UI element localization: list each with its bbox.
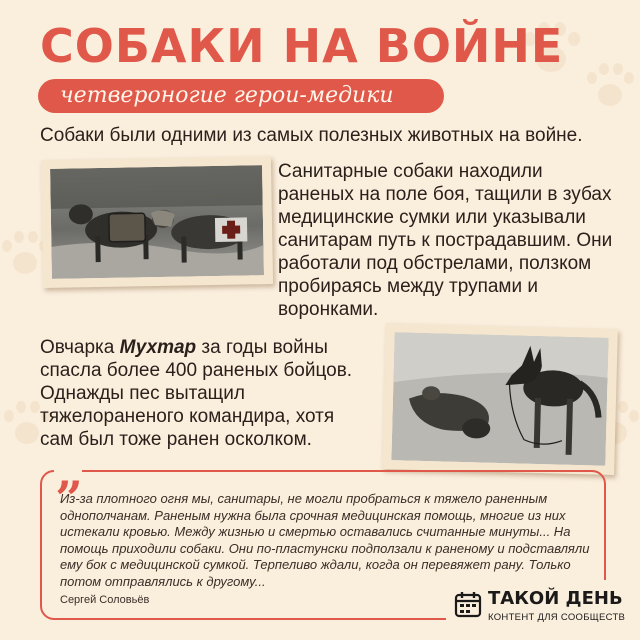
brand-logo: [446, 580, 632, 632]
shepherd-dog-with-wounded-soldier-photo: [391, 332, 608, 466]
photo-frame-medic-dogs: [41, 156, 273, 288]
brand-name: ТАКОЙ ДЕНЬ: [488, 588, 623, 609]
page-title: СОБАКИ НА ВОЙНЕ: [40, 19, 564, 73]
section1-text: Санитарные собаки находили раненых на поле боя, тащили в зубах медицинские сумки или указывали санитарам путь к пострадавшим. Они работали под обстрелами, ползком пробираясь между трупами и воронками.: [278, 161, 613, 320]
intro-text: Собаки были одними из самых полезных животных на войне.: [40, 125, 583, 146]
medic-dogs-with-bags-photo: [50, 165, 264, 279]
dog-name: Мухтар: [119, 337, 197, 358]
section2-text-after: за годы войны спасла более 400 раненых бойцов. Однажды пес вытащил тяжелораненого командира, хотя сам был тоже ранен осколком.: [40, 337, 353, 450]
photo-frame-shepherd-dog: [382, 323, 618, 475]
quote-author: Сергей Соловьёв: [60, 594, 150, 606]
section2-text: [40, 336, 370, 451]
calendar-icon: [454, 590, 482, 618]
quote-text: Из-за плотного огня мы, санитары, не могли пробраться к тяжело раненным однополчанам. Раненым нужна была срочная медицинская помощь, многие из них истекали кровью. Между жизнью и смертью оставались считанные минуты... На помощь приходили собаки. Они по-пластунски подползали к раненому и подставляли ему бок с медицинской сумкой. Терпеливо ждали, когда он перевяжет рану. Только потом отправлялись к другому...: [60, 491, 590, 589]
paw-print-decoration: [585, 62, 635, 112]
page-subtitle: четвероногие герои-медики: [60, 83, 394, 108]
brand-tagline: КОНТЕНТ ДЛЯ СООБЩЕСТВ: [488, 612, 626, 623]
section2-text-before: Овчарка: [40, 337, 120, 358]
quote-mark-icon: „: [56, 444, 84, 500]
